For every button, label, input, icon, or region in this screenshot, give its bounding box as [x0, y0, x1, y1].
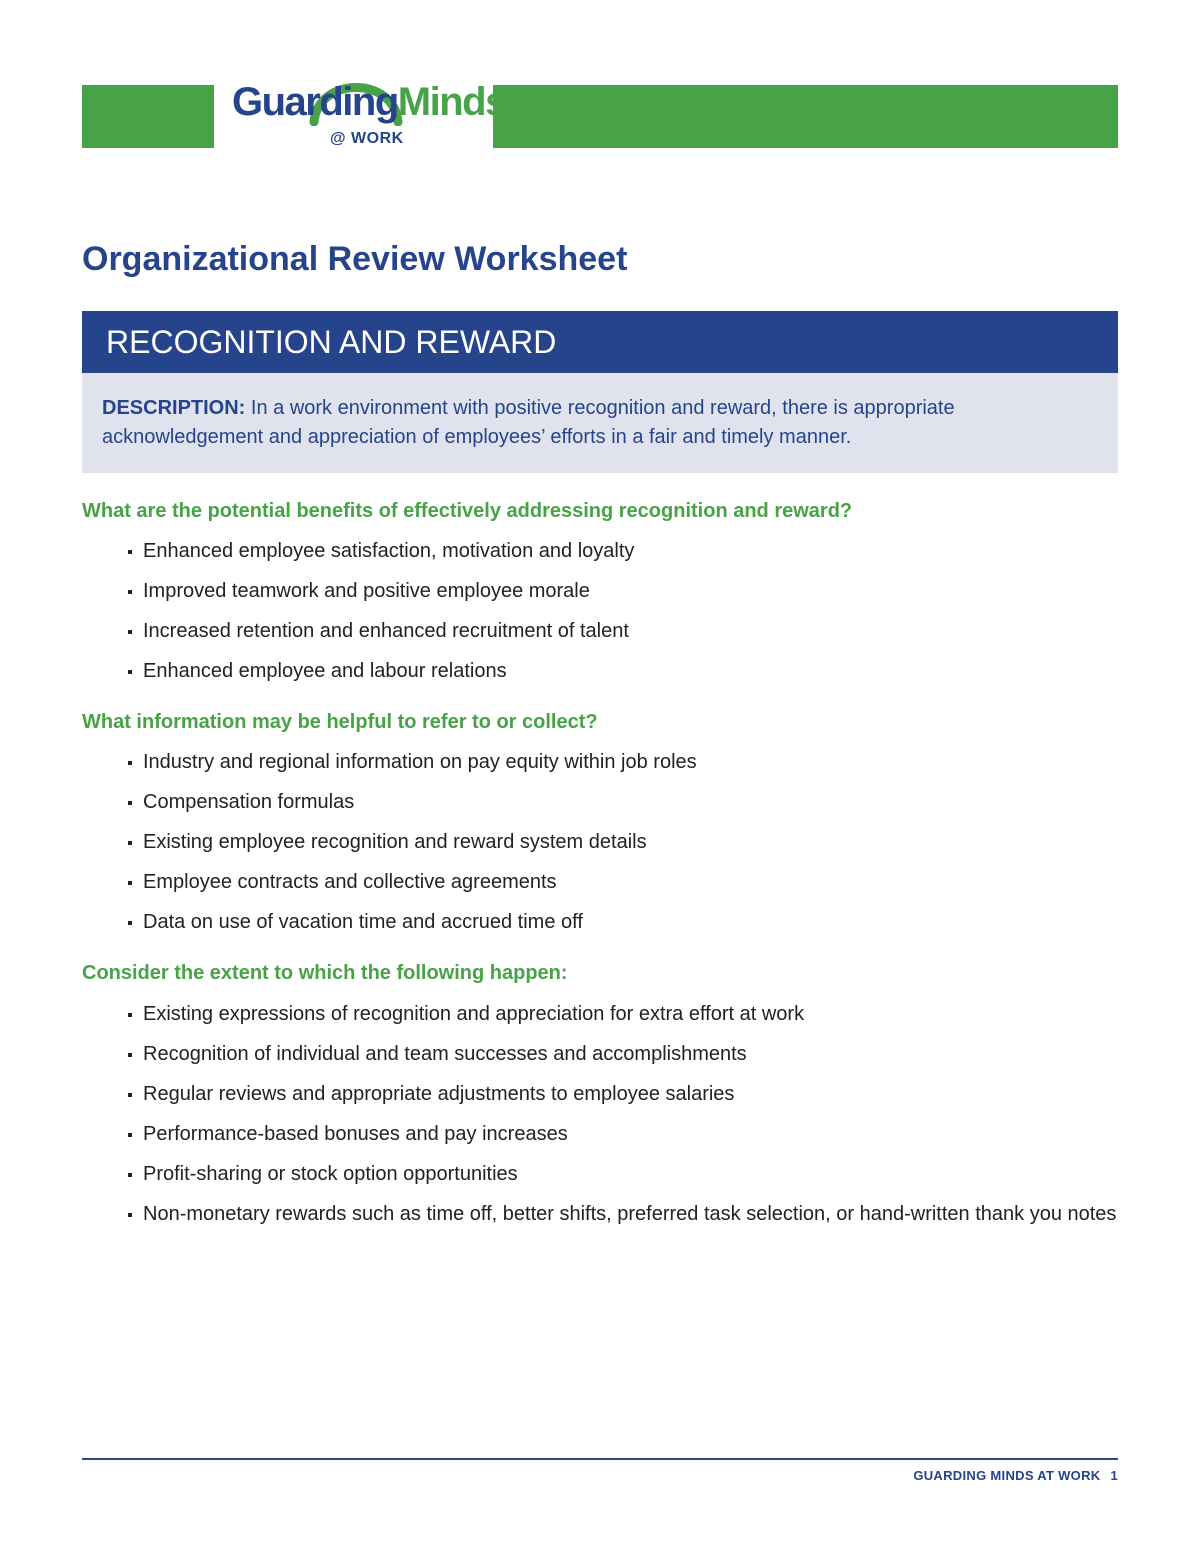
list-item: Increased retention and enhanced recruitment of talent: [126, 617, 1126, 657]
logo-word-minds: Minds: [397, 80, 506, 124]
list-item: Enhanced employee satisfaction, motivation and loyalty: [126, 537, 1126, 577]
information-list: [126, 748, 1126, 948]
benefits-list: [126, 537, 1126, 697]
header-bar-right: [493, 85, 1118, 148]
question-information: What information may be helpful to refer to or collect?: [82, 711, 598, 733]
list-item: Compensation formulas: [126, 788, 1126, 828]
page-title: Organizational Review Worksheet: [82, 240, 628, 278]
extent-list: [126, 1000, 1126, 1258]
description-text: In a work environment with positive recognition and reward, there is appropriate acknowledgement and appreciation of employees’ efforts in a fair and timely manner.: [102, 397, 955, 448]
list-item: Regular reviews and appropriate adjustments to employee salaries: [126, 1080, 1126, 1120]
section-heading: RECOGNITION AND REWARD: [82, 311, 1118, 373]
list-item: Non-monetary rewards such as time off, better shifts, preferred task selection, or hand-written thank you notes: [126, 1200, 1126, 1258]
logo-word-guarding: Guarding: [232, 80, 398, 124]
list-item: Data on use of vacation time and accrued time off: [126, 908, 1126, 948]
description-box: [82, 373, 1118, 473]
question-extent: Consider the extent to which the following happen:: [82, 962, 568, 984]
list-item: Performance-based bonuses and pay increases: [126, 1120, 1126, 1160]
logo-wordmark: [232, 80, 506, 125]
list-item: Existing expressions of recognition and appreciation for extra effort at work: [126, 1000, 1126, 1040]
logo-at-work: @ WORK: [330, 130, 404, 147]
question-benefits: What are the potential benefits of effectively addressing recognition and reward?: [82, 500, 853, 522]
list-item: Existing employee recognition and reward system details: [126, 828, 1126, 868]
list-item: Profit-sharing or stock option opportunities: [126, 1160, 1126, 1200]
list-item: Recognition of individual and team successes and accomplishments: [126, 1040, 1126, 1080]
list-item: Employee contracts and collective agreements: [126, 868, 1126, 908]
list-item: Industry and regional information on pay equity within job roles: [126, 748, 1126, 788]
list-item: Improved teamwork and positive employee morale: [126, 577, 1126, 617]
footer-divider: [82, 1458, 1118, 1460]
page-footer: [913, 1468, 1118, 1483]
list-item: Enhanced employee and labour relations: [126, 657, 1126, 697]
description-label: DESCRIPTION:: [102, 397, 246, 419]
footer-text: GUARDING MINDS AT WORK: [913, 1468, 1101, 1483]
page-number: 1: [1110, 1468, 1118, 1483]
header-bar-left: [82, 85, 214, 148]
